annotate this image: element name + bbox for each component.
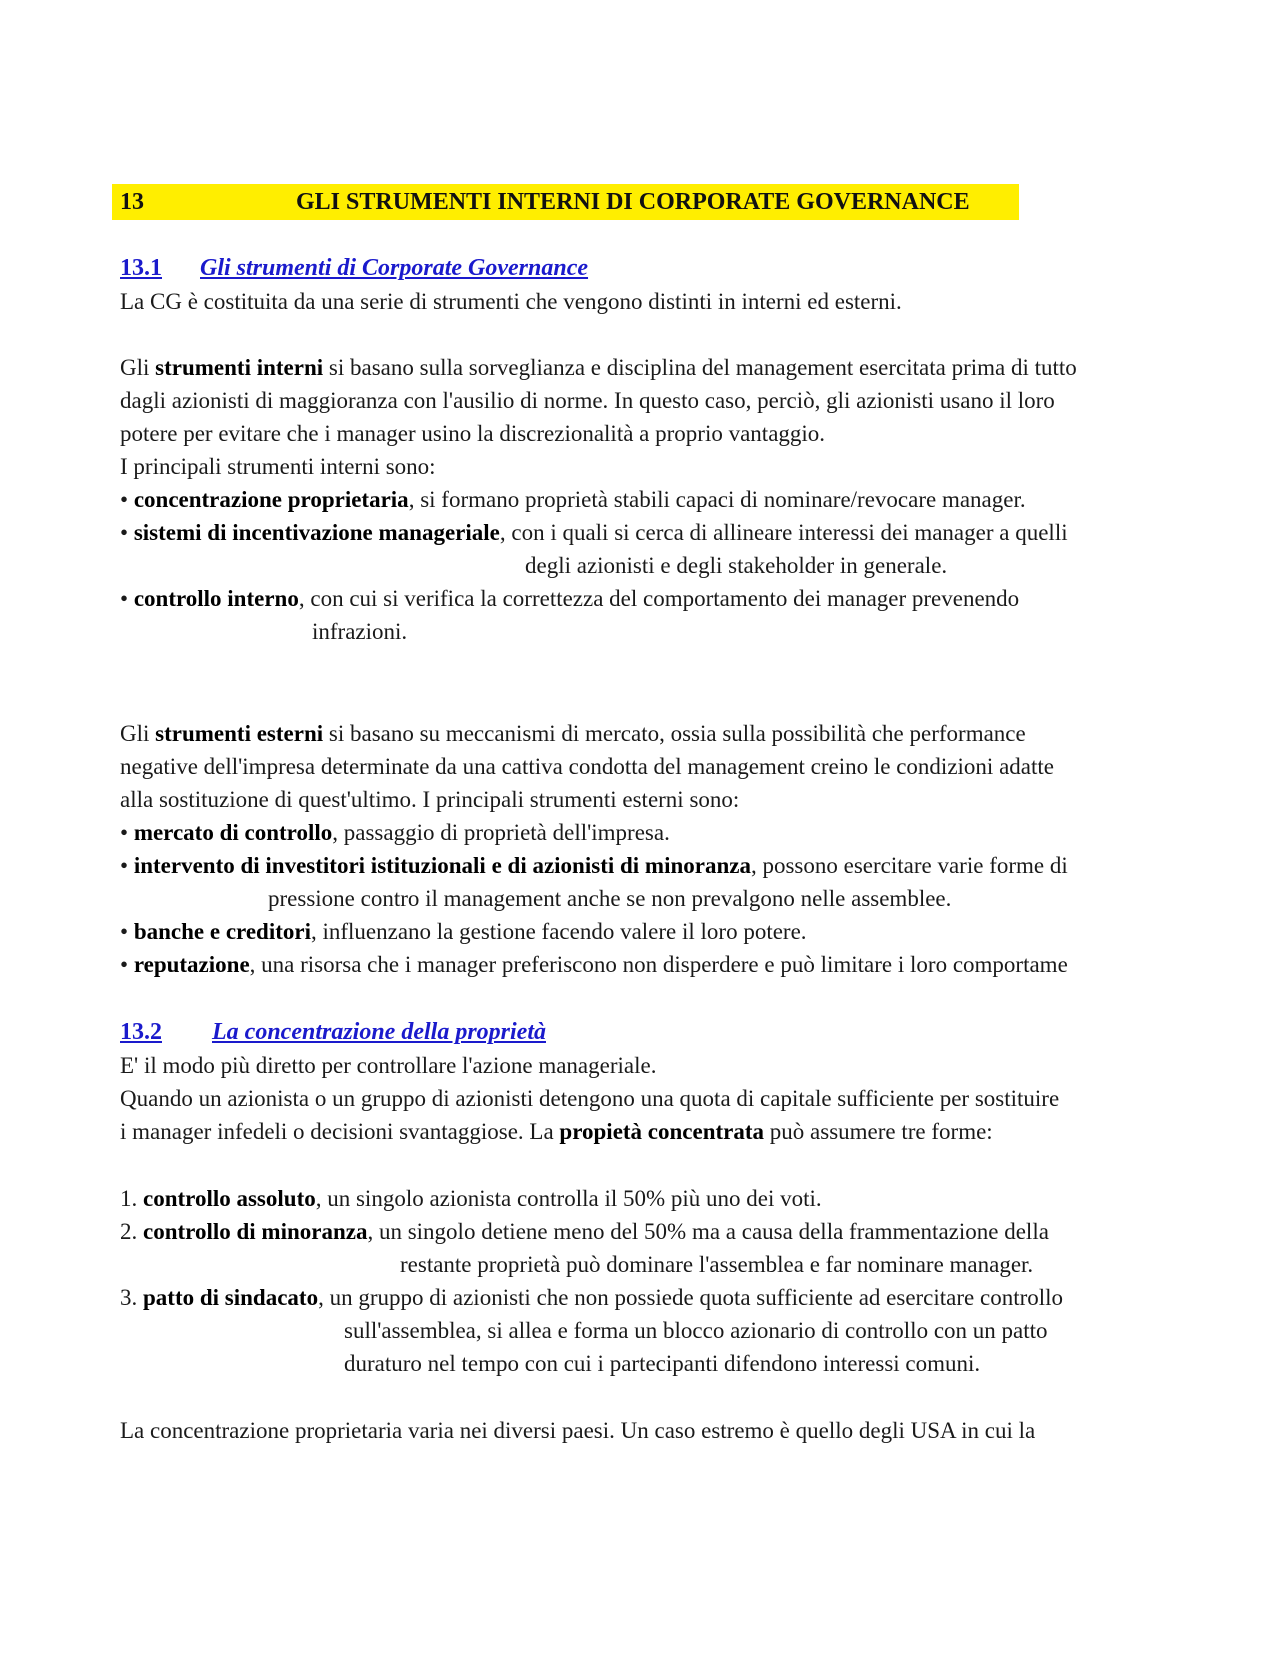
chapter-header xyxy=(112,184,1019,220)
numbered-item-continuation: sull'assemblea, si allea e forma un blocco azionario di controllo con un patto xyxy=(344,1318,1048,1343)
section-number: 13.2 xyxy=(120,1019,162,1045)
paragraph-line: I principali strumenti interni sono: xyxy=(120,454,436,479)
section-number: 13.1 xyxy=(120,255,162,281)
numbered-item: 3. patto di sindacato, un gruppo di azionisti che non possiede quota sufficiente ad esercitare controllo xyxy=(120,1285,1064,1310)
list-item: • sistemi di incentivazione manageriale, con i quali si cerca di allineare interessi dei manager a quelli xyxy=(120,520,1068,545)
list-item-continuation: degli azionisti e degli stakeholder in generale. xyxy=(525,553,948,578)
list-item: • intervento di investitori istituzionali e di azionisti di minoranza, possono esercitare varie forme di xyxy=(120,853,1068,878)
list-item: • concentrazione proprietaria, si formano proprietà stabili capaci di nominare/revocare manager. xyxy=(120,487,1026,512)
paragraph-line: potere per evitare che i manager usino la discrezionalità a proprio vantaggio. xyxy=(120,421,826,446)
section-title: La concentrazione della proprietà xyxy=(212,1019,546,1045)
paragraph-line: La concentrazione proprietaria varia nei diversi paesi. Un caso estremo è quello degli USA in cui la xyxy=(120,1418,1036,1443)
numbered-item-continuation: duraturo nel tempo con cui i partecipanti difendono interessi comuni. xyxy=(344,1351,981,1376)
numbered-item-continuation: restante proprietà può dominare l'assemblea e far nominare manager. xyxy=(400,1252,1034,1277)
numbered-item: 2. controllo di minoranza, un singolo detiene meno del 50% ma a causa della frammentazione della xyxy=(120,1219,1049,1244)
list-item: • banche e creditori, influenzano la gestione facendo valere il loro potere. xyxy=(120,919,807,944)
list-item: • reputazione, una risorsa che i manager preferiscono non disperdere e può limitare i loro comportame xyxy=(120,952,1068,977)
paragraph-line: negative dell'impresa determinate da una cattiva condotta del management creino le condizioni adatte xyxy=(120,754,1054,779)
paragraph-line: Gli strumenti esterni si basano su meccanismi di mercato, ossia sulla possibilità che performance xyxy=(120,721,1026,746)
numbered-item: 1. controllo assoluto, un singolo azionista controlla il 50% più uno dei voti. xyxy=(120,1186,822,1211)
section-intro: La CG è costituita da una serie di strumenti che vengono distinti in interni ed esterni. xyxy=(120,289,902,314)
chapter-title: GLI STRUMENTI INTERNI DI CORPORATE GOVERNANCE xyxy=(296,189,970,215)
paragraph-line: dagli azionisti di maggioranza con l'ausilio di norme. In questo caso, perciò, gli azionisti usano il loro xyxy=(120,388,1055,413)
section-heading-13-1[interactable] xyxy=(120,252,588,284)
paragraph-line: E' il modo più diretto per controllare l'azione manageriale. xyxy=(120,1053,657,1078)
section-title: Gli strumenti di Corporate Governance xyxy=(200,255,589,281)
list-item: • controllo interno, con cui si verifica la correttezza del comportamento dei manager prevenendo xyxy=(120,586,1020,611)
list-item-continuation: infrazioni. xyxy=(312,619,408,644)
paragraph-line: alla sostituzione di quest'ultimo. I principali strumenti esterni sono: xyxy=(120,787,740,812)
paragraph-line: Gli strumenti interni si basano sulla sorveglianza e disciplina del management esercitata prima di tutto xyxy=(120,355,1077,380)
paragraph-line: i manager infedeli o decisioni svantaggiose. La propietà concentrata può assumere tre forme: xyxy=(120,1119,993,1144)
paragraph-line: Quando un azionista o un gruppo di azionisti detengono una quota di capitale sufficiente per sostituire xyxy=(120,1086,1060,1111)
section-heading-13-2[interactable] xyxy=(120,1016,546,1048)
chapter-number: 13 xyxy=(120,189,144,215)
list-item-continuation: pressione contro il management anche se non prevalgono nelle assemblee. xyxy=(268,886,952,911)
list-item: • mercato di controllo, passaggio di proprietà dell'impresa. xyxy=(120,820,670,845)
